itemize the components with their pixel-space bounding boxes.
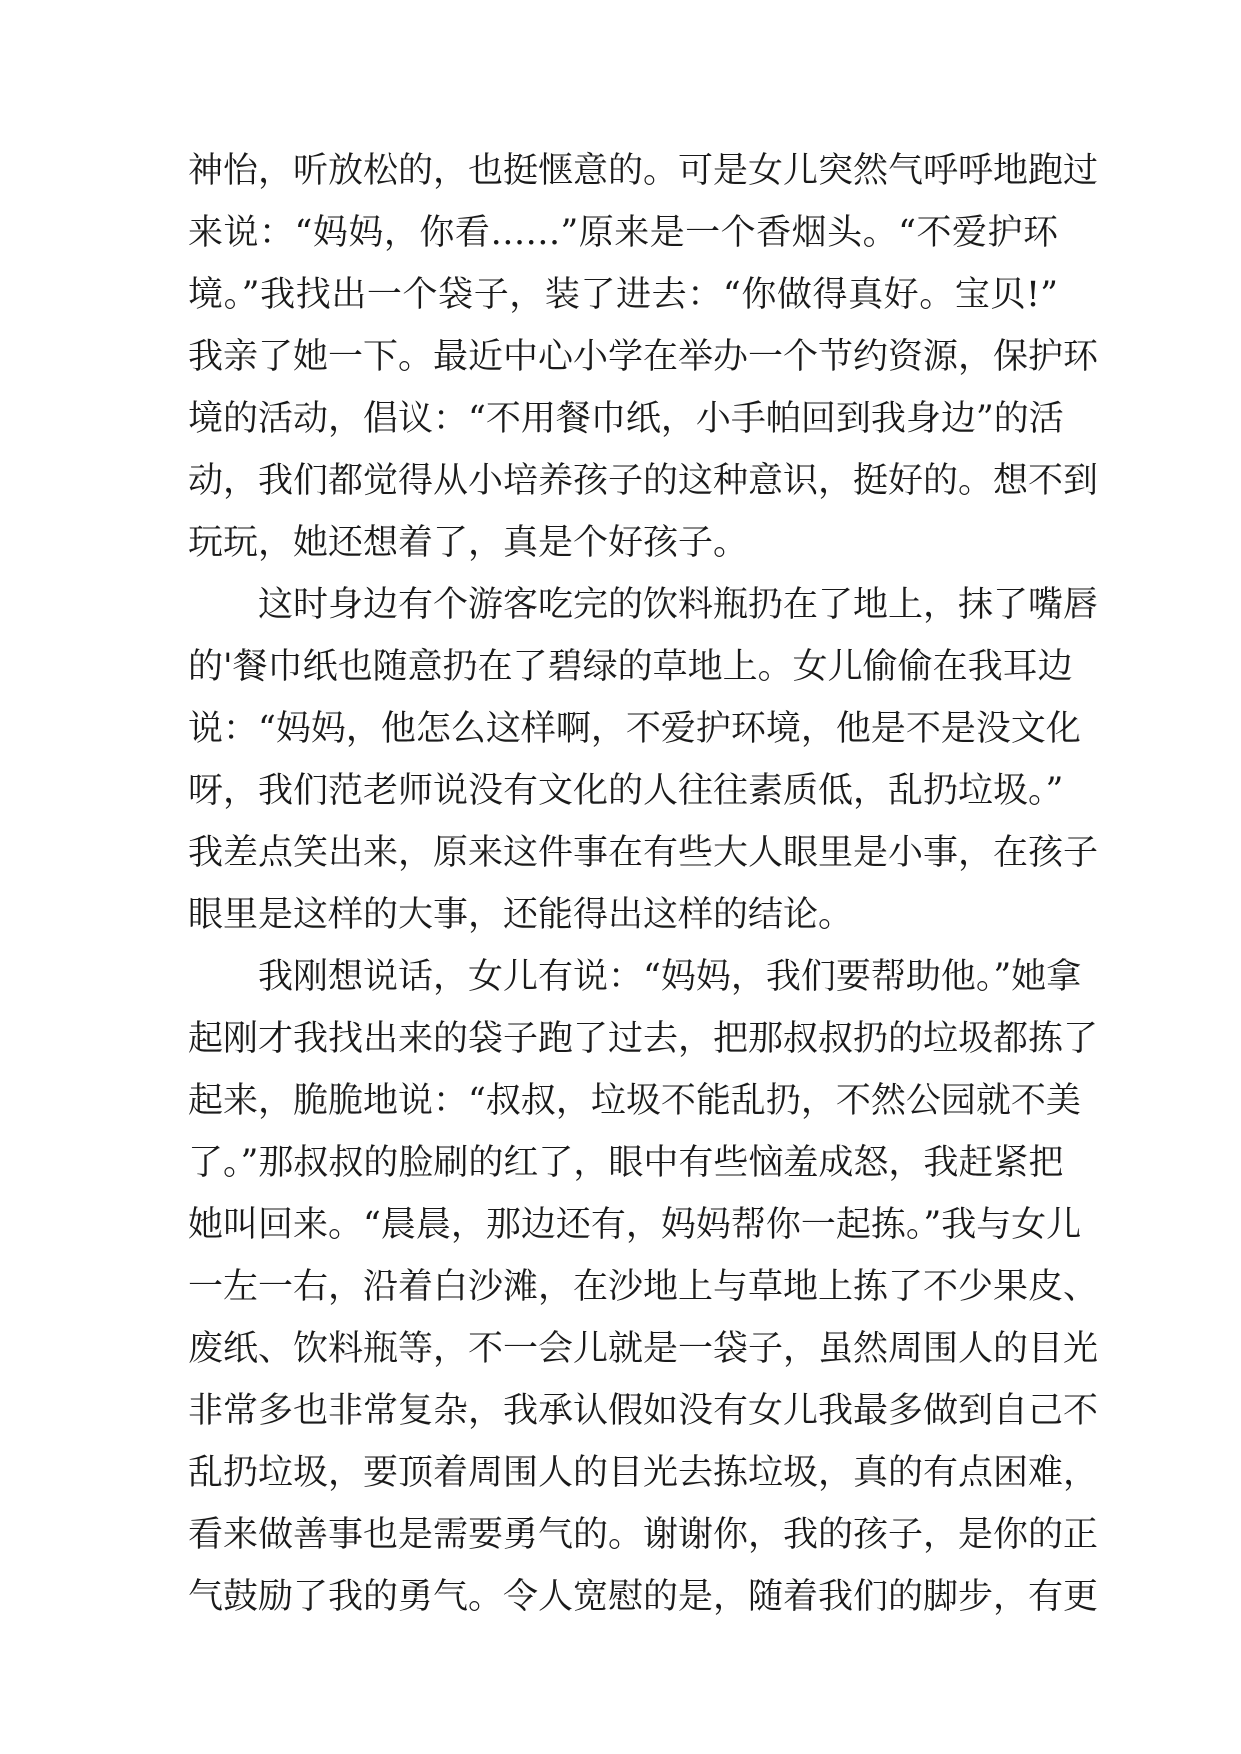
- text-line: 来说：“妈妈，你看……”原来是一个香烟头。“不爱护环: [188, 213, 1058, 253]
- text-line: 看来做善事也是需要勇气的。谢谢你，我的孩子，是你的正: [188, 1515, 1099, 1555]
- text-line: 呀，我们范老师说没有文化的人往往素质低，乱扔垃圾。”: [188, 771, 1064, 811]
- text-line: 玩玩，她还想着了，真是个好孩子。: [188, 523, 749, 563]
- body-text: [188, 140, 1099, 1628]
- text-line: 起来，脆脆地说：“叔叔，垃圾不能乱扔，不然公园就不美: [188, 1081, 1081, 1121]
- text-line: 我亲了她一下。最近中心小学在举办一个节约资源，保护环: [188, 337, 1099, 377]
- text-line: 境的活动，倡议：“不用餐巾纸，小手帕回到我身边”的活: [188, 399, 1064, 439]
- text-line: 非常多也非常复杂，我承认假如没有女儿我最多做到自己不: [188, 1391, 1099, 1431]
- text-line: 动，我们都觉得从小培养孩子的这种意识，挺好的。想不到: [188, 461, 1099, 501]
- text-line: 的'餐巾纸也随意扔在了碧绿的草地上。女儿偷偷在我耳边: [188, 647, 1073, 687]
- text-line: 这时身边有个游客吃完的饮料瓶扔在了地上，抹了嘴唇: [258, 585, 1099, 625]
- text-line: 我刚想说话，女儿有说：“妈妈，我们要帮助他。”她拿: [258, 957, 1082, 997]
- text-line: 了。”那叔叔的脸刷的红了，眼中有些恼羞成怒，我赶紧把: [188, 1143, 1064, 1183]
- text-line: 一左一右，沿着白沙滩，在沙地上与草地上拣了不少果皮、: [188, 1267, 1099, 1307]
- text-line: 废纸、饮料瓶等，不一会儿就是一袋子，虽然周围人的目光: [188, 1329, 1099, 1369]
- text-line: 气鼓励了我的勇气。令人宽慰的是，随着我们的脚步，有更: [188, 1577, 1099, 1617]
- text-line: 神怡，听放松的，也挺惬意的。可是女儿突然气呼呼地跑过: [188, 151, 1099, 191]
- text-line: 她叫回来。“晨晨，那边还有，妈妈帮你一起拣。”我与女儿: [188, 1205, 1082, 1245]
- text-line: 眼里是这样的大事，还能得出这样的结论。: [188, 895, 854, 935]
- text-line: 说：“妈妈，他怎么这样啊，不爱护环境，他是不是没文化: [188, 709, 1081, 749]
- text-line: 乱扔垃圾，要顶着周围人的目光去拣垃圾，真的有点困难，: [188, 1453, 1099, 1493]
- text-line: 我差点笑出来，原来这件事在有些大人眼里是小事，在孩子: [188, 833, 1099, 873]
- text-line: 起刚才我找出来的袋子跑了过去，把那叔叔扔的垃圾都拣了: [188, 1019, 1099, 1059]
- text-line: 境。”我找出一个袋子，装了进去：“你做得真好。宝贝!”: [188, 275, 1058, 315]
